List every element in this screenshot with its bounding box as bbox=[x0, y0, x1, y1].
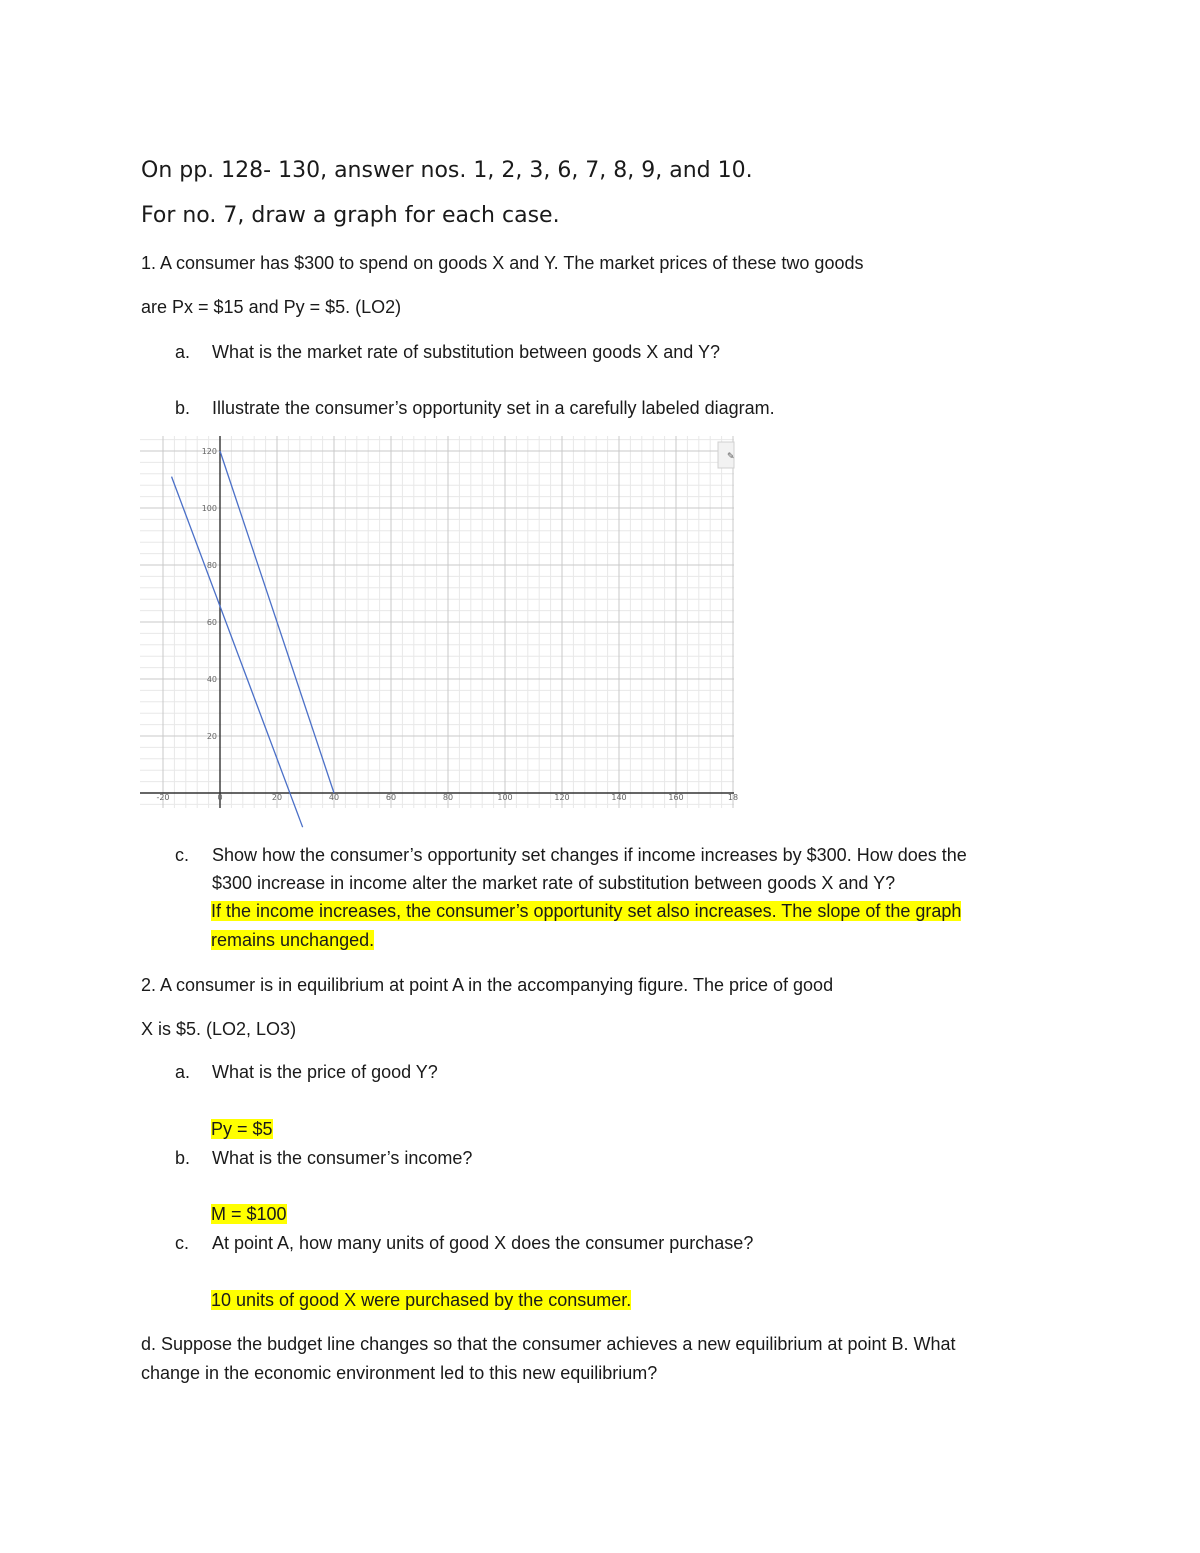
q2-a-text: What is the price of good Y? bbox=[212, 1062, 438, 1082]
q1-b-label: b. bbox=[175, 398, 191, 418]
assignment-instructions: On pp. 128- 130, answer nos. 1, 2, 3, 6, 7, 8, 9, and 10. bbox=[141, 158, 753, 183]
q2-b-text: What is the consumer’s income? bbox=[212, 1148, 473, 1168]
y-tick-label: 100 bbox=[201, 504, 217, 513]
svg-text:✎: ✎ bbox=[727, 452, 735, 462]
settings-widget-icon bbox=[718, 442, 735, 468]
x-tick-label: 140 bbox=[611, 793, 627, 802]
q2-stem: 2. A consumer is in equilibrium at point A in the accompanying figure. The price of good bbox=[141, 975, 834, 995]
y-tick-label: 80 bbox=[206, 561, 217, 570]
q2-a-label: a. bbox=[175, 1062, 191, 1082]
budget-lines bbox=[172, 451, 334, 827]
q2-b-label: b. bbox=[175, 1148, 191, 1168]
budget-line-graph bbox=[140, 436, 739, 856]
q1-stem-cont: are Px = $15 and Py = $5. (LO2) bbox=[141, 297, 402, 317]
q1-c-answer-cont: remains unchanged. bbox=[211, 930, 375, 950]
y-tick-label: 20 bbox=[206, 732, 217, 741]
y-tick-label: 60 bbox=[206, 618, 217, 627]
x-tick-label: 160 bbox=[668, 793, 684, 802]
q1-c-text-cont: $300 increase in income alter the market rate of substitution between goods X and Y? bbox=[212, 873, 896, 893]
x-tick-label: 120 bbox=[554, 793, 570, 802]
q2-c-answer: 10 units of good X were purchased by the consumer. bbox=[211, 1290, 632, 1310]
q1-a-text: What is the market rate of substitution between goods X and Y? bbox=[212, 342, 720, 362]
q2-c-label: c. bbox=[175, 1233, 190, 1253]
graph-instructions: For no. 7, draw a graph for each case. bbox=[141, 203, 560, 228]
x-tick-label: 0 bbox=[217, 793, 223, 802]
q2-d-text: d. Suppose the budget line changes so that the consumer achieves a new equilibrium at point B. What bbox=[141, 1334, 956, 1354]
x-tick-label: 100 bbox=[497, 793, 513, 802]
q1-c-answer: If the income increases, the consumer’s opportunity set also increases. The slope of the graph bbox=[211, 901, 962, 921]
q2-a-answer: Py = $5 bbox=[211, 1119, 273, 1139]
q1-c-text: Show how the consumer’s opportunity set changes if income increases by $300. How does the bbox=[212, 845, 967, 865]
q2-b-answer: M = $100 bbox=[211, 1204, 287, 1224]
x-tick-label: 20 bbox=[271, 793, 283, 802]
q1-stem: 1. A consumer has $300 to spend on goods X and Y. The market prices of these two goods bbox=[141, 253, 864, 273]
y-tick-label: 40 bbox=[206, 675, 217, 684]
q2-c-text: At point A, how many units of good X does the consumer purchase? bbox=[212, 1233, 754, 1253]
x-tick-label: 40 bbox=[328, 793, 340, 802]
budget-line-1 bbox=[172, 477, 303, 828]
q2-stem-cont: X is $5. (LO2, LO3) bbox=[141, 1019, 297, 1039]
x-tick-label: -20 bbox=[156, 793, 170, 802]
x-tick-label: 60 bbox=[385, 793, 397, 802]
q1-c-label: c. bbox=[175, 845, 190, 865]
y-tick-label: 120 bbox=[201, 447, 217, 456]
tick-labels bbox=[156, 447, 738, 802]
x-tick-label: 80 bbox=[442, 793, 454, 802]
q2-d-text-cont: change in the economic environment led to this new equilibrium? bbox=[141, 1363, 658, 1383]
q1-a-label: a. bbox=[175, 342, 191, 362]
x-tick-label: 18 bbox=[727, 793, 739, 802]
q1-b-text: Illustrate the consumer’s opportunity set in a carefully labeled diagram. bbox=[212, 398, 775, 418]
